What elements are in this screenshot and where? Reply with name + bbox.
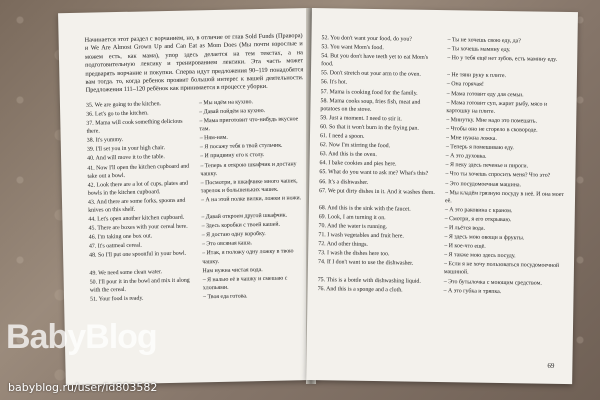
english-phrase: 62. Now I'm stirring the food. [319, 142, 391, 150]
russian-translation: – Здесь коробки с твоей кашей. [201, 221, 281, 230]
english-phrase: 50. I'll pour it in the bowl and mix it along with the cereal. [89, 277, 190, 294]
english-phrase: 36. Let's go to the kitchen. [86, 110, 149, 118]
english-phrase: 70. And the water is running. [318, 223, 388, 231]
english-phrase: 51. Your food is ready. [89, 295, 144, 303]
english-phrase: 45. There are boxes with your cereal here. [88, 223, 188, 232]
english-phrase: 58. Mama cooks soup, fries fish, meat and potatoes on the stove. [320, 97, 421, 113]
russian-translation: – Давай откроем другой шкафчик. [201, 212, 288, 221]
english-phrase: 49. We need some clean water. [89, 268, 163, 277]
english-phrase: 57. Mama is cooking food for the family. [320, 88, 418, 97]
source-caption: babyblog.ru/user/id803582 [8, 381, 158, 394]
russian-translation: – Мы идём на кухню. [198, 99, 254, 107]
english-phrase: 66. It's a dishwasher. [319, 178, 369, 186]
russian-translation: – Итак, я положу одну ложку в твою чашку. [202, 248, 294, 265]
russian-translation: – Смотри, я его открываю. [444, 215, 512, 224]
english-phrase: 48. So I'll put one spoonful in your bowl. [89, 251, 187, 260]
russian-translation: – Чтобы оно не сгорело в сковороде. [446, 126, 538, 134]
english-phrase: 73. I wash the dishes here too. [318, 250, 390, 258]
english-phrase: 56. It's hot. [320, 79, 348, 87]
left-phrase-list [86, 97, 310, 304]
english-phrase: 44. Let's open another kitchen cupboard. [88, 214, 185, 223]
russian-translation: – Мама готовит еду для семьи. [446, 90, 524, 98]
russian-translation: – Мама приготовит что-нибудь вкусное там. [199, 116, 299, 133]
russian-translation: – Мама готовит суп, жарит рыбу, мясо и картошку на плите. [446, 99, 548, 115]
russian-translation: – Давай пойдём на кухню. [199, 107, 266, 116]
english-phrase: 43. And there are some forks, spoons and knives on this shelf. [87, 197, 186, 214]
russian-translation: – Минутку. Мне надо это помешать. [446, 116, 538, 125]
babyblog-logo: BabyBlog [6, 318, 157, 356]
english-phrase: 74. If I don't want to use the dishwasher. [317, 259, 414, 267]
english-phrase: 37. Mama will cook something delicious there. [86, 118, 183, 135]
english-phrase: 55. Don't stretch out your arm to the oven. [320, 70, 421, 79]
russian-translation: – Теперь я помешиваю еду. [445, 144, 514, 152]
english-phrase: 61. I need a spoon. [319, 133, 365, 140]
russian-translation: – Но у тебя ещё нет зубов, есть мамину еду. [447, 55, 558, 64]
russian-translation: – Если я не хочу пользоваться посудомоечной машиной. [443, 261, 560, 276]
russian-translation: – Мне нужна ложка. [445, 135, 497, 142]
russian-translation: – Ты не хочешь свою еду, да? [447, 37, 521, 45]
russian-translation: – Твоя еда готова. [202, 293, 248, 301]
english-phrase: 40. And will move it to the table. [87, 154, 165, 163]
russian-translation: – И придвину его к столу. [200, 152, 265, 160]
english-phrase: 64. I bake cookies and pies here. [319, 160, 397, 168]
english-phrase: 72. And other things. [318, 241, 368, 249]
russian-translation: – Это посудомоечная машина. [445, 180, 522, 188]
russian-translation: – Мы кладём грязную посуду в неё. И она моет её. [444, 189, 565, 204]
russian-translation: – Теперь я открою шкафчик и достану чашку. [200, 160, 297, 177]
english-phrase: 69. Look, I am turning it on. [318, 214, 386, 222]
intro-paragraph: Начинается этот раздел с ворчанием, но, в отличие от глав Sold Funds (Правора) и We Are Almost Grown Up and Can Eat as Mom Does (Мы почти взрослые и можем есть, как мама), упор здесь делается на тем текстах, а на подготовительную лексику и тренированием лексики. Эта часть может предварять ворчание и покупки. Сперва идут предложения 90–119 понадобятся вам тогда. то, когда ребенок проявит большой интерес к вашей деятельности. Предложения 111–120 ребёнок как принимается в процессе уборки. [84, 32, 304, 95]
russian-translation: – Я также мою здесь посуду. [444, 252, 516, 260]
english-phrase: 52. You don't want your food, do you? [321, 35, 412, 43]
page-number: 69 [547, 361, 555, 370]
right-page [306, 8, 578, 384]
russian-translation: – Посмотри, в шкафчике много чашек, тарелок и большеньких чашек. [200, 177, 298, 195]
english-phrase: 41. Now I'll open the kitchen cupboard and take out a bowl. [87, 163, 190, 180]
english-phrase: 39. I'll set you in your high chair. [86, 145, 166, 154]
russian-translation: – Я налью её в чашку и смешаю с хлопьями. [202, 275, 288, 292]
russian-translation: – А на этой полке вилки, ложки и ножи. [200, 195, 302, 204]
english-phrase: 46. I'm taking one box out. [88, 233, 153, 241]
russian-translation: – Она горячая! [446, 81, 484, 89]
english-phrase: 76. And this is a sponge and a cloth. [317, 285, 403, 294]
english-phrase: 38. It's yummy. [86, 137, 124, 144]
english-phrase: 75. This is a bottle with dishwashing liquid. [317, 276, 421, 285]
english-phrase: 68. And this is the sink with the faucet. [318, 204, 411, 213]
russian-translation: – Ням-ням. [199, 134, 228, 142]
russian-translation: Нам нужна чистая вода. [202, 266, 263, 274]
english-phrase: 71. I wash vegetables and fruit here. [318, 232, 404, 240]
english-phrase: 47. It's oatmeal cereal. [88, 242, 142, 251]
russian-translation: – А это губка и тряпка. [443, 287, 502, 295]
english-phrase: 53. You want Mom's food. [321, 44, 384, 52]
russian-translation: – Это бутылочка с моющим средством. [443, 278, 542, 287]
russian-translation: – Я здесь мою овощи и фрукты. [444, 234, 525, 242]
russian-translation: – Это овсяная каша. [201, 240, 253, 248]
english-phrase: 63. And this is the oven. [319, 151, 377, 159]
english-phrase: 42. Look there are a lot of cups, plates and bowls in the kitchen cupboard. [87, 180, 188, 197]
russian-translation: – Я пеку здесь печенье и пироги. [445, 162, 529, 170]
russian-translation: – И льётся вода. [444, 225, 486, 232]
english-phrase: 67. We put dirty dishes in it. And it washes them. [319, 187, 435, 196]
russian-translation: – Ты хочешь мамину еду. [447, 46, 511, 54]
russian-translation: – А это духовка. [445, 153, 487, 160]
english-phrase: 60. So that it won't burn in the frying pan. [320, 124, 419, 132]
russian-translation: – Я посажу тебя в твой стульчик. [199, 142, 283, 151]
english-phrase: 65. What do you want to ask me? What's this? [319, 169, 429, 178]
russian-translation: – А это раковина с краном. [444, 206, 513, 214]
english-phrase: 59. Just a moment. I need to stir it. [320, 114, 402, 123]
russian-translation: – И кое-что ещё. [444, 243, 486, 250]
english-phrase: 54. But you don't have teeth yet to eat Mom's food. [321, 53, 429, 68]
russian-translation: – Что ты хочешь спросить меня? Что это? [445, 171, 551, 180]
russian-translation: – Не тяни руку к плите. [446, 72, 506, 80]
russian-translation: – Я достаю одну коробку. [201, 231, 266, 239]
right-phrase-list [318, 34, 568, 297]
english-phrase: 35. We are going to the kitchen. [85, 100, 162, 109]
